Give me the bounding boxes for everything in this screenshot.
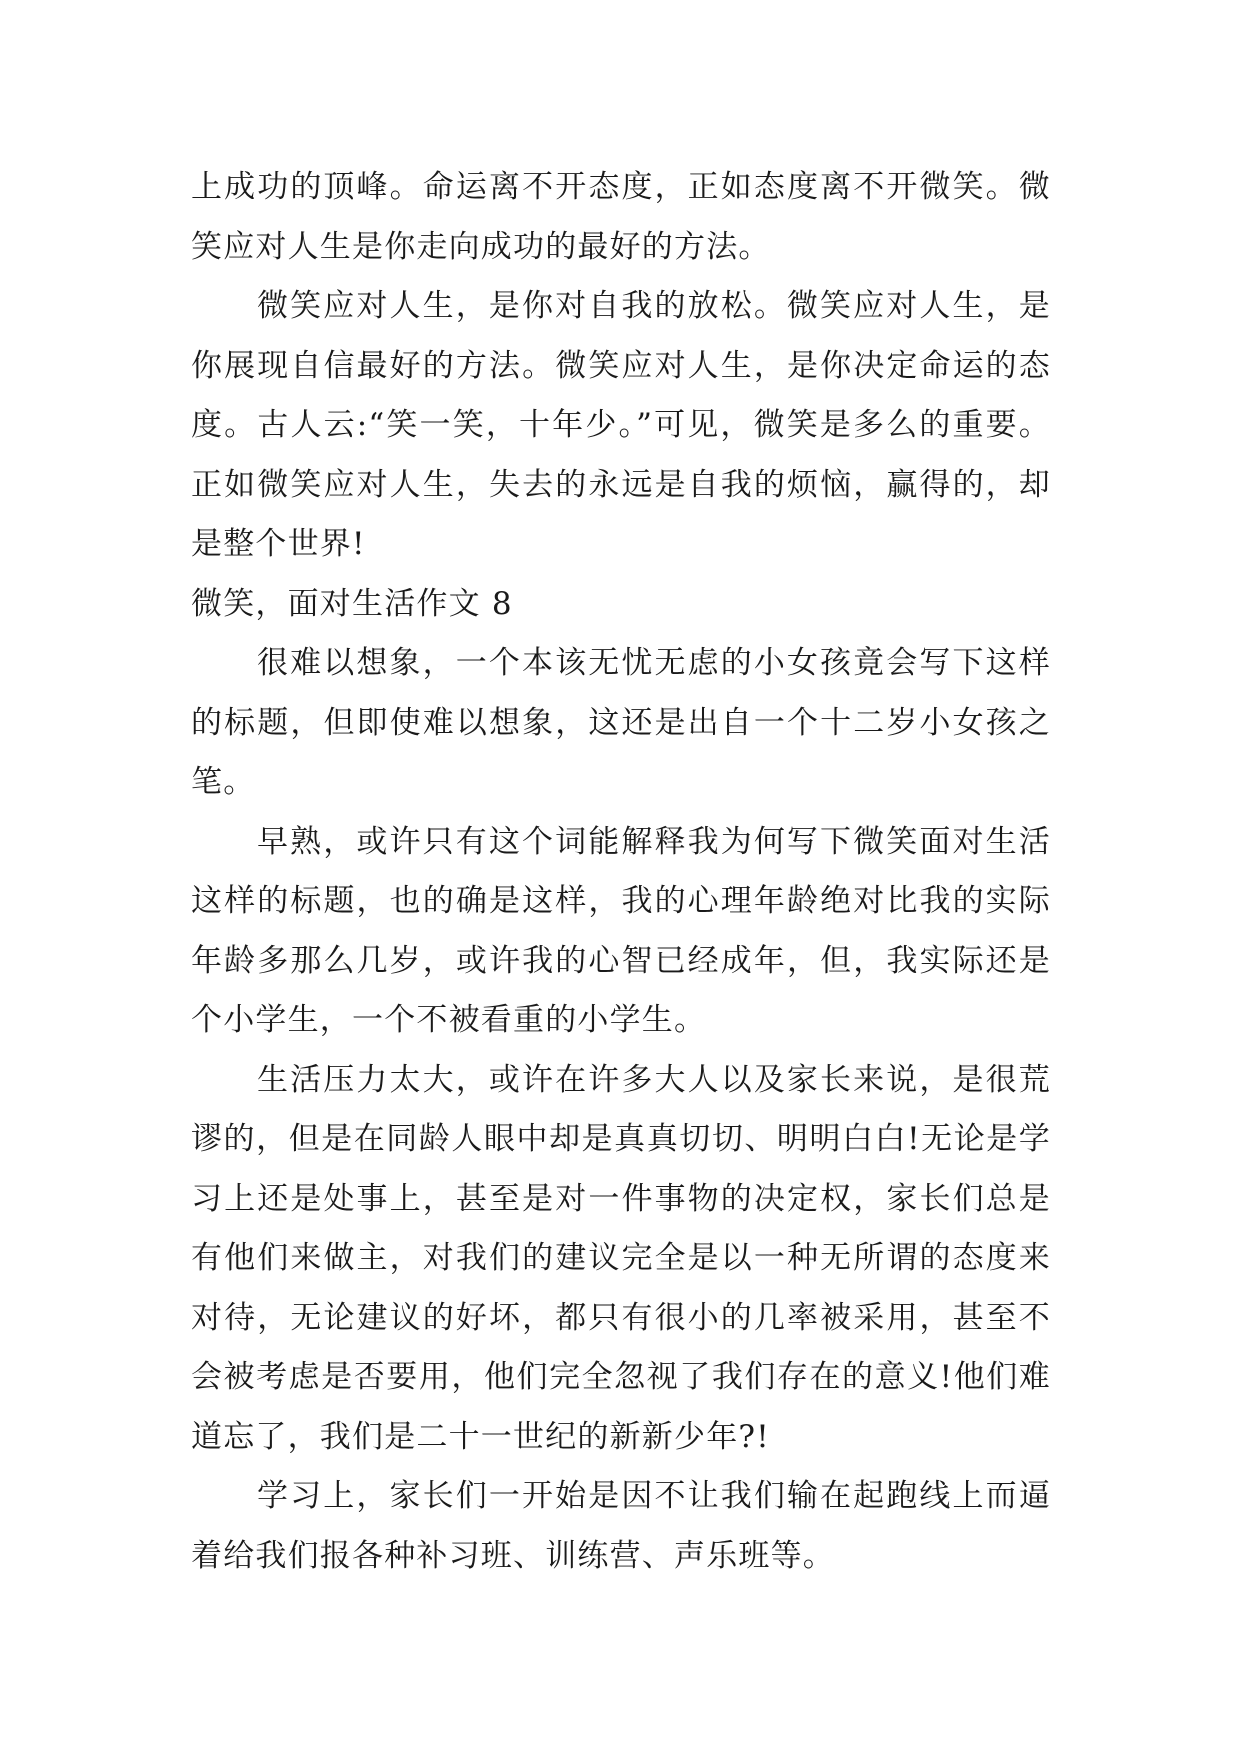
paragraph-intro: 很难以想象，一个本该无忧无虑的小女孩竟会写下这样的标题，但即使难以想象，这还是出自一个十二岁小女孩之笔。 <box>191 645 1051 800</box>
paragraph-continuation: 上成功的顶峰。命运离不开态度，正如态度离不开微笑。微笑应对人生是你走向成功的最好的方法。 <box>191 169 1051 265</box>
paragraph-smile-life: 微笑应对人生，是你对自我的放松。微笑应对人生，是你展现自信最好的方法。微笑应对人生，是你决定命运的态度。古人云:“笑一笑，十年少。”可见，微笑是多么的重要。正如微笑应对人生，失去的永远是自我的烦恼，赢得的，却是整个世界! <box>191 288 1051 562</box>
paragraph-precocious: 早熟，或许只有这个词能解释我为何写下微笑面对生活这样的标题，也的确是这样，我的心理年龄绝对比我的实际年龄多那么几岁，或许我的心智已经成年，但，我实际还是个小学生，一个不被看重的小学生。 <box>191 823 1051 1038</box>
document-body <box>191 158 1051 1586</box>
paragraph-pressure: 生活压力太大，或许在许多大人以及家长来说，是很荒谬的，但是在同龄人眼中却是真真切切、明明白白!无论是学习上还是处事上，甚至是对一件事物的决定权，家长们总是有他们来做主，对我们的建议完全是以一种无所谓的态度来对待，无论建议的好坏，都只有很小的几率被采用，甚至不会被考虑是否要用，他们完全忽视了我们存在的意义!他们难道忘了，我们是二十一世纪的新新少年?! <box>191 1061 1051 1455</box>
section-title: 微笑，面对生活作文 8 <box>191 585 513 622</box>
paragraph-study: 学习上，家长们一开始是因不让我们输在起跑线上而逼着给我们报各种补习班、训练营、声乐班等。 <box>191 1478 1051 1574</box>
